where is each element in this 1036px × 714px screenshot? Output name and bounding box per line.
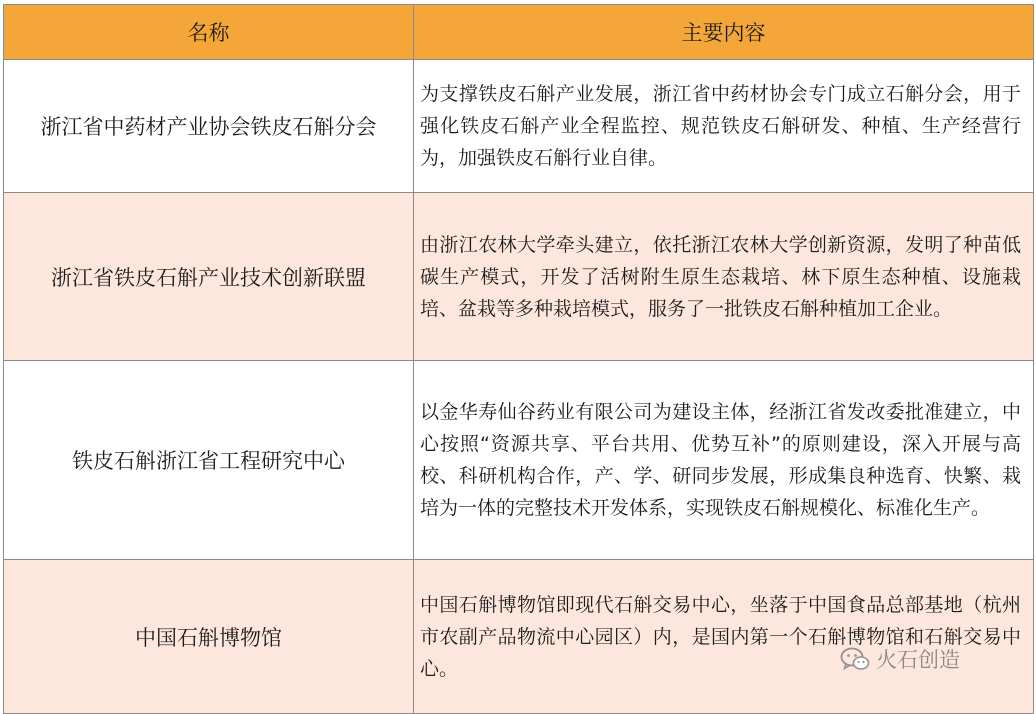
row-name: 浙江省中药材产业协会铁皮石斛分会 xyxy=(4,60,414,193)
table-row xyxy=(4,193,1034,361)
wechat-icon xyxy=(840,646,870,672)
row-content: 由浙江农林大学牵头建立，依托浙江农林大学创新资源，发明了种苗低碳生产模式，开发了活树附生原生态栽培、林下原生态种植、设施栽培、盆栽等多种栽培模式，服务了一批铁皮石斛种植加工企业。 xyxy=(414,193,1034,361)
table-row xyxy=(4,361,1034,560)
row-name: 中国石斛博物馆 xyxy=(4,560,414,714)
row-content: 中国石斛博物馆即现代石斛交易中心，坐落于中国食品总部基地（杭州市农副产品物流中心园区）内，是国内第一个石斛博物馆和石斛交易中心。 xyxy=(414,560,1034,714)
header-content: 主要内容 xyxy=(414,5,1034,60)
row-content: 为支撑铁皮石斛产业发展，浙江省中药材协会专门成立石斛分会，用于强化铁皮石斛产业全程监控、规范铁皮石斛研发、种植、生产经营行为，加强铁皮石斛行业自律。 xyxy=(414,60,1034,193)
info-table xyxy=(3,4,1034,714)
table-header-row xyxy=(4,5,1034,60)
row-name: 浙江省铁皮石斛产业技术创新联盟 xyxy=(4,193,414,361)
row-name: 铁皮石斛浙江省工程研究中心 xyxy=(4,361,414,560)
watermark-text: 火石创造 xyxy=(876,648,960,672)
header-name: 名称 xyxy=(4,5,414,60)
row-content: 以金华寿仙谷药业有限公司为建设主体，经浙江省发改委批准建立，中心按照“资源共享、平台共用、优势互补”的原则建设，深入开展与高校、科研机构合作，产、学、研同步发展，形成集良种选育、快繁、栽培为一体的完整技术开发体系，实现铁皮石斛规模化、标准化生产。 xyxy=(414,361,1034,560)
table-row xyxy=(4,60,1034,193)
watermark xyxy=(840,644,960,674)
table-row xyxy=(4,560,1034,714)
